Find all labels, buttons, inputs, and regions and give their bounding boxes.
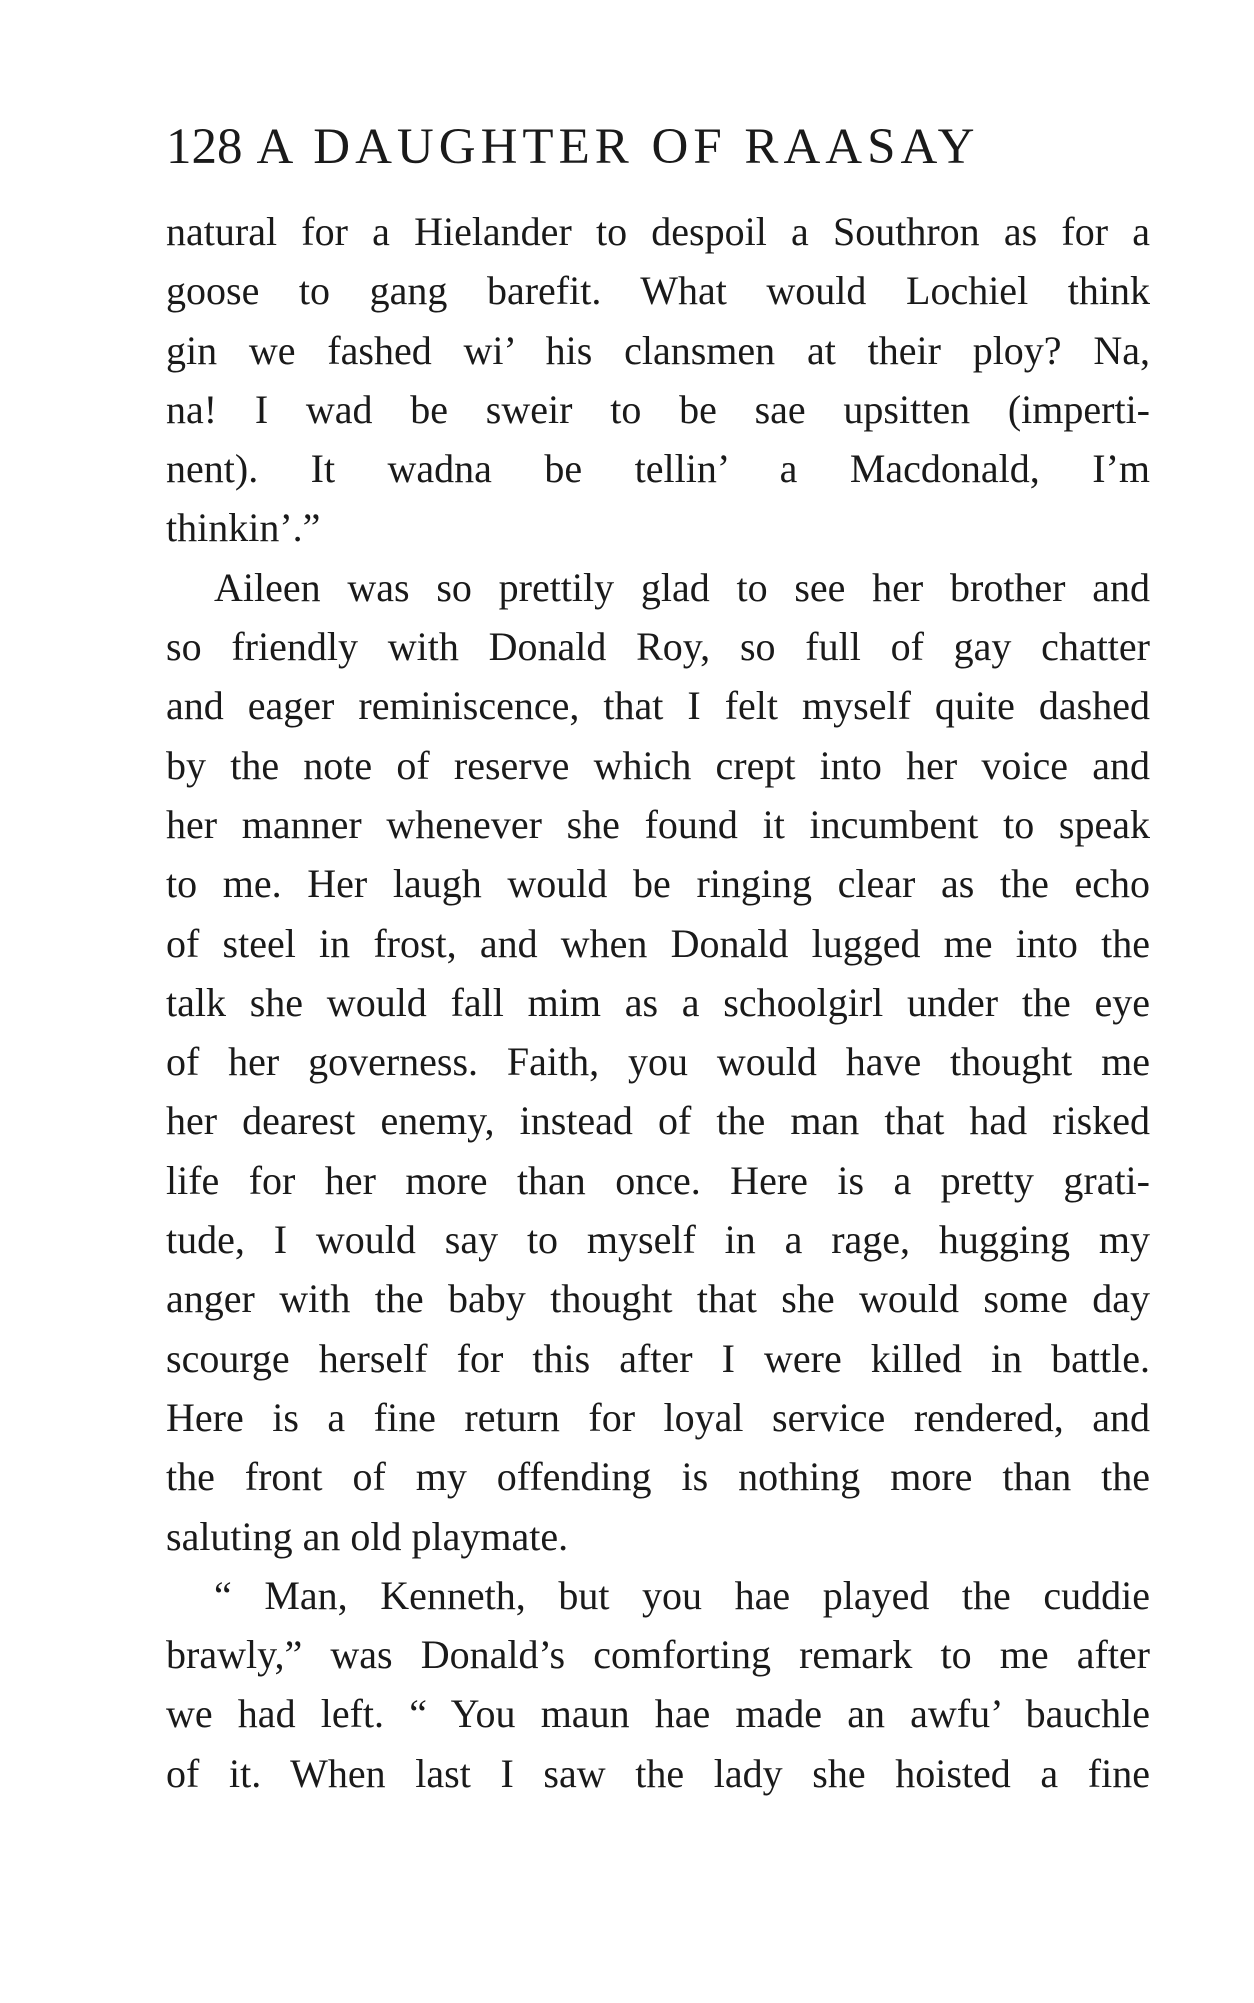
- text-line: Here is a fine return for loyal service rendered, and: [166, 1394, 1150, 1440]
- text-line: talk she would fall mim as a schoolgirl under the eye: [166, 979, 1150, 1025]
- text-line: we had left. “ You maun hae made an awfu’ bauchle: [166, 1691, 1150, 1737]
- text-line: of her governess. Faith, you would have thought me: [166, 1039, 1150, 1085]
- text-line: “ Man, Kenneth, but you hae played the cuddie: [214, 1572, 1150, 1618]
- text-line: Aileen was so prettily glad to see her brother and: [214, 564, 1150, 610]
- page-number: 128: [166, 119, 243, 175]
- text-line: of steel in frost, and when Donald lugged me into the: [166, 920, 1150, 966]
- text-line: nent). It wadna be tellin’ a Macdonald, I’m: [166, 446, 1150, 492]
- text-line: to me. Her laugh would be ringing clear as the echo: [166, 861, 1150, 907]
- text-line: goose to gang barefit. What would Lochiel think: [166, 268, 1150, 314]
- paragraph: [166, 1566, 1150, 1803]
- text-line: thinkin’.”: [166, 505, 321, 551]
- text-line: of it. When last I saw the lady she hoisted a fine: [166, 1750, 1150, 1796]
- text-line: saluting an old playmate.: [166, 1513, 569, 1559]
- text-line: the front of my offending is nothing more than the: [166, 1454, 1150, 1500]
- text-line: her manner whenever she found it incumbent to speak: [166, 801, 1150, 847]
- text-line: brawly,” was Donald’s comforting remark to me after: [166, 1632, 1150, 1678]
- paragraph: [166, 558, 1150, 1566]
- body-text: [166, 202, 1150, 1803]
- text-line: by the note of reserve which crept into her voice and: [166, 742, 1150, 788]
- paragraph: [166, 202, 1150, 558]
- book-title: A DAUGHTER OF RAASAY: [256, 119, 980, 175]
- text-line: so friendly with Donald Roy, so full of gay chatter: [166, 624, 1150, 670]
- running-head: [166, 112, 1156, 182]
- text-line: na! I wad be sweir to be sae upsitten (imperti-: [166, 386, 1150, 432]
- text-line: tude, I would say to myself in a rage, hugging my: [166, 1217, 1150, 1263]
- text-line: life for her more than once. Here is a pretty grati-: [166, 1157, 1150, 1203]
- text-line: anger with the baby thought that she would some day: [166, 1276, 1150, 1322]
- text-line: her dearest enemy, instead of the man that had risked: [166, 1098, 1150, 1144]
- text-line: and eager reminiscence, that I felt myself quite dashed: [166, 683, 1150, 729]
- text-line: gin we fashed wi’ his clansmen at their ploy? Na,: [166, 327, 1150, 373]
- text-line: natural for a Hielander to despoil a Southron as for a: [166, 209, 1150, 254]
- text-line: scourge herself for this after I were killed in battle.: [166, 1335, 1150, 1381]
